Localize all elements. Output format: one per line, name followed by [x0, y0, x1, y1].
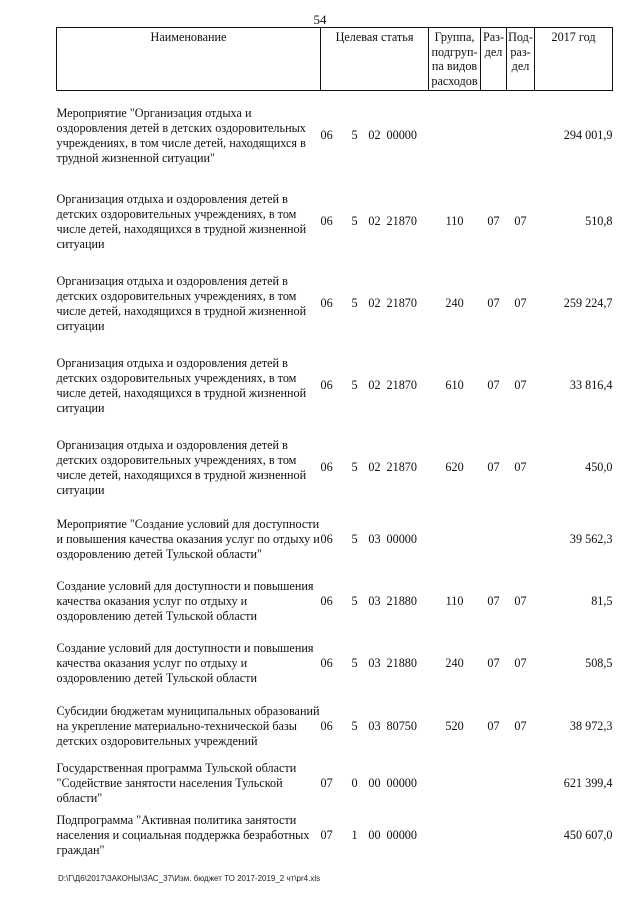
cell-amount: 39 562,3 [569, 532, 613, 546]
cell-section [481, 509, 507, 571]
cell-c4: 21870 [386, 214, 417, 228]
cell-c3: 02 [368, 296, 381, 310]
cell-c4: 21880 [386, 656, 417, 670]
cell-group [429, 809, 481, 863]
cell-section [481, 91, 507, 181]
cell-c4: 21870 [386, 378, 417, 392]
cell-c1: 06 [320, 296, 333, 310]
cell-group: 110 [445, 214, 464, 228]
cell-c4: 21880 [386, 594, 417, 608]
cell-subsection: 07 [514, 719, 527, 733]
cell-group: 610 [445, 378, 464, 392]
cell-amount: 38 972,3 [569, 719, 613, 733]
cell-c2: 5 [351, 532, 358, 546]
cell-subsection: 07 [514, 656, 527, 670]
cell-c1: 06 [320, 719, 333, 733]
header-section: Раз- дел [481, 28, 507, 91]
cell-c3: 00 [368, 828, 381, 842]
cell-c3: 00 [368, 776, 381, 790]
cell-subsection [507, 509, 535, 571]
cell-group: 240 [445, 656, 464, 670]
cell-name: Мероприятие "Организация отдыха и оздоровления детей в детских оздоровительных учреждениях, в том числе детей, находящихся в трудной жизненной ситуации" [56, 105, 306, 165]
table-row [57, 695, 613, 759]
file-path-footer: D:\Г\Д6\2017\ЗАКОНЫ\ЗАС_37\Изм. бюджет ТО 2017-2019_2 чт\pr4.xls [58, 874, 321, 883]
table-row [57, 509, 613, 571]
table-row [57, 759, 613, 809]
cell-c1: 06 [320, 214, 333, 228]
cell-subsection: 07 [514, 460, 527, 474]
table-row [57, 427, 613, 509]
cell-name: Субсидии бюджетам муниципальных образований на укрепление материально-технической базы детских оздоровительных учреждений [56, 704, 320, 748]
cell-c2: 5 [351, 719, 358, 733]
cell-c2: 5 [351, 460, 358, 474]
cell-c4: 00000 [386, 776, 417, 790]
header-group: Группа, подгруп- па видов расходов [429, 28, 481, 91]
cell-c1: 07 [320, 776, 333, 790]
cell-c1: 06 [320, 594, 333, 608]
cell-name: Создание условий для доступности и повышения качества оказания услуг по отдыху и оздоровлению детей Тульской области [56, 579, 314, 623]
cell-c3: 02 [368, 378, 381, 392]
header-target: Целевая статья [321, 28, 429, 91]
cell-c2: 5 [351, 128, 358, 143]
table-row [57, 809, 613, 863]
cell-c3: 03 [368, 719, 381, 733]
table-row [57, 345, 613, 427]
cell-amount: 81,5 [591, 594, 613, 608]
header-name: Наименование [57, 28, 321, 91]
header-year: 2017 год [535, 28, 613, 91]
cell-name: Создание условий для доступности и повышения качества оказания услуг по отдыху и оздоровлению детей Тульской области [56, 641, 314, 685]
cell-amount: 450 607,0 [563, 828, 613, 842]
cell-c2: 5 [351, 656, 358, 670]
cell-subsection: 07 [514, 296, 527, 310]
cell-amount: 33 816,4 [569, 378, 613, 392]
cell-name: Мероприятие "Создание условий для доступности и повышения качества оказания услуг по отдыху и оздоровлению детей Тульской области" [56, 517, 320, 561]
cell-c3: 02 [368, 214, 381, 228]
cell-c1: 06 [320, 460, 333, 474]
cell-amount: 510,8 [585, 214, 613, 228]
cell-c2: 5 [351, 214, 358, 228]
cell-group: 620 [445, 460, 464, 474]
cell-subsection: 07 [514, 594, 527, 608]
cell-name: Государственная программа Тульской области "Содействие занятости населения Тульской области" [56, 761, 297, 805]
cell-c3: 03 [368, 656, 381, 670]
cell-amount: 621 399,4 [563, 776, 613, 790]
cell-amount: 294 001,9 [563, 128, 613, 143]
cell-amount: 259 224,7 [563, 296, 613, 310]
cell-name: Организация отдыха и оздоровления детей в детских оздоровительных учреждениях, в том числе детей, находящихся в трудной жизненной ситуации [56, 355, 307, 415]
cell-group [429, 509, 481, 571]
cell-section: 07 [487, 460, 500, 474]
cell-subsection: 07 [514, 378, 527, 392]
header-subsection: Под- раз- дел [507, 28, 535, 91]
table-row [57, 263, 613, 345]
cell-group: 110 [445, 594, 464, 608]
cell-subsection [507, 809, 535, 863]
cell-section: 07 [487, 656, 500, 670]
cell-c3: 02 [368, 460, 381, 474]
cell-c4: 80750 [386, 719, 417, 733]
cell-c2: 5 [351, 378, 358, 392]
cell-section: 07 [487, 719, 500, 733]
budget-table [56, 27, 613, 863]
cell-c2: 5 [351, 594, 358, 608]
cell-c3: 03 [368, 532, 381, 546]
cell-c1: 06 [320, 656, 333, 670]
table-row [57, 91, 613, 181]
cell-name: Организация отдыха и оздоровления детей в детских оздоровительных учреждениях, в том числе детей, находящихся в трудной жизненной ситуации [56, 437, 307, 497]
cell-name: Подпрограмма "Активная политика занятости населения и социальная поддержка безработных граждан" [56, 813, 310, 857]
cell-c4: 21870 [386, 296, 417, 310]
cell-section: 07 [487, 296, 500, 310]
cell-c4: 21870 [386, 460, 417, 474]
cell-subsection [507, 759, 535, 809]
cell-c1: 07 [320, 828, 333, 842]
cell-c2: 0 [351, 776, 358, 790]
table-row [57, 633, 613, 695]
cell-subsection: 07 [514, 214, 527, 228]
cell-section: 07 [487, 214, 500, 228]
cell-section [481, 759, 507, 809]
page-number: 54 [313, 12, 327, 27]
cell-section: 07 [487, 378, 500, 392]
cell-c1: 06 [320, 128, 333, 143]
cell-c1: 06 [320, 378, 333, 392]
table-header-row [57, 28, 613, 91]
cell-group [429, 91, 481, 181]
table-row [57, 181, 613, 263]
cell-group: 240 [445, 296, 464, 310]
cell-c1: 06 [320, 532, 333, 546]
cell-group [429, 759, 481, 809]
cell-group: 520 [445, 719, 464, 733]
cell-c4: 00000 [386, 828, 417, 842]
cell-c3: 03 [368, 594, 381, 608]
cell-c4: 00000 [386, 532, 417, 546]
cell-name: Организация отдыха и оздоровления детей в детских оздоровительных учреждениях, в том числе детей, находящихся в трудной жизненной ситуации [56, 191, 307, 251]
cell-c2: 5 [351, 296, 358, 310]
cell-name: Организация отдыха и оздоровления детей в детских оздоровительных учреждениях, в том числе детей, находящихся в трудной жизненной ситуации [56, 273, 307, 333]
cell-c3: 02 [368, 128, 381, 143]
table-row [57, 571, 613, 633]
cell-amount: 450,0 [585, 460, 613, 474]
cell-section [481, 809, 507, 863]
cell-c4: 00000 [386, 128, 417, 143]
cell-section: 07 [487, 594, 500, 608]
cell-c2: 1 [351, 828, 358, 842]
cell-amount: 508,5 [585, 656, 613, 670]
cell-subsection [507, 91, 535, 181]
